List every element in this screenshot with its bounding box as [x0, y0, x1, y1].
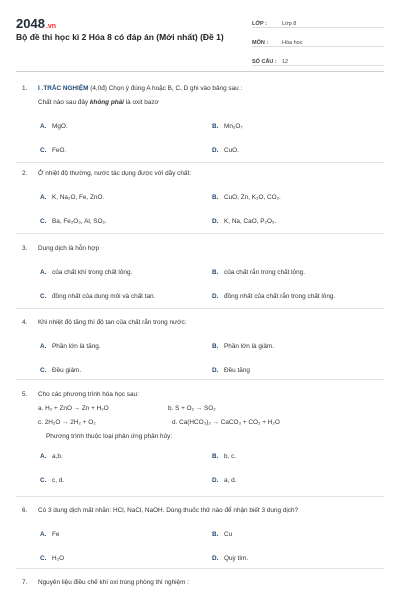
option-text: CuO.	[224, 147, 239, 154]
site-logo[interactable]	[16, 16, 56, 31]
option-text: K, Na₂O, Fe, ZnO.	[52, 194, 105, 201]
option-letter: D.	[212, 367, 219, 374]
question-text: Dung dịch là hỗn hợp	[38, 245, 100, 252]
option-c[interactable]	[40, 368, 81, 374]
question-number: 3.	[22, 245, 28, 252]
option-b[interactable]	[212, 195, 281, 201]
option-c[interactable]	[40, 556, 64, 562]
equation-c: c. 2H₂O → 2H₂ + O₂	[38, 419, 96, 426]
meta-value: Lớp 8	[282, 21, 297, 27]
option-letter: A.	[40, 123, 47, 130]
option-letter: B.	[212, 269, 219, 276]
option-c[interactable]	[40, 478, 64, 484]
question-subtext: Phương trình thuộc loại phản ứng phân hủy:	[46, 433, 173, 440]
option-letter: A.	[40, 453, 47, 460]
option-d[interactable]	[212, 556, 248, 562]
question-separator	[16, 379, 384, 380]
option-a[interactable]	[40, 454, 63, 460]
question-text: Nguyên liệu điều chế khí oxi trong phòng thí nghiệm :	[38, 579, 189, 586]
option-text: đồng nhất của dung môi và chất tan.	[52, 293, 156, 300]
meta-value: 12	[282, 59, 289, 65]
meta-class-row	[252, 14, 384, 28]
option-text: FeO.	[52, 147, 67, 154]
option-letter: D.	[212, 555, 219, 562]
question-text: Ở nhiệt độ thường, nước tác dụng được với dãy chất:	[38, 170, 192, 177]
option-a[interactable]	[40, 344, 101, 350]
subtext-pre: Chất nào sau đây	[38, 99, 90, 106]
question-heading: I .TRẮC NGHIỆM	[38, 85, 89, 92]
option-letter: A.	[40, 343, 47, 350]
option-letter: A.	[40, 531, 47, 538]
option-letter: D.	[212, 147, 219, 154]
option-text: của chất khí trong chất lỏng.	[52, 269, 133, 276]
meta-label: MÔN :	[252, 40, 269, 46]
option-b[interactable]	[212, 270, 305, 276]
option-text: của chất rắn trong chất lỏng.	[224, 269, 306, 276]
option-text: Phần lớn là tăng.	[52, 343, 101, 350]
option-text: đồng nhất của chất rắn trong chất lỏng.	[224, 293, 336, 300]
option-d[interactable]	[212, 148, 239, 154]
question-text	[38, 86, 242, 92]
option-b[interactable]	[212, 344, 274, 350]
question-number: 4.	[22, 319, 28, 326]
subtext-post: là oxit bazơ	[123, 99, 159, 106]
option-letter: B.	[212, 123, 219, 130]
question-subtext	[38, 100, 159, 106]
option-letter: A.	[40, 194, 47, 201]
equation-d: d. Ca(HCO₃)₂ → CaCO₃ + CO₂ + H₂O	[172, 419, 280, 426]
question-separator	[16, 162, 384, 163]
option-d[interactable]	[212, 294, 335, 300]
option-text: Đều tăng	[224, 367, 250, 374]
option-letter: A.	[40, 269, 47, 276]
question-number: 5.	[22, 391, 28, 398]
option-letter: C.	[40, 367, 47, 374]
logo-main: 2048	[16, 16, 45, 31]
page-header	[0, 0, 400, 64]
option-c[interactable]	[40, 148, 66, 154]
option-text: CuO, Zn, K₂O, CO₂.	[224, 194, 281, 201]
option-a[interactable]	[40, 195, 104, 201]
subtext-emphasis: không phải	[89, 99, 124, 106]
option-b[interactable]	[212, 454, 236, 460]
question-text: Có 3 dung dịch mất nhãn: HCl, NaCl, NaOH. Dùng thuốc thử nào để nhận biết 3 dung dịch?	[38, 507, 299, 514]
question-separator	[16, 496, 384, 497]
question-number: 6.	[22, 507, 28, 514]
equation-a: a. H₂ + ZnO → Zn + H₂O	[38, 405, 109, 412]
question-number: 7.	[22, 579, 28, 586]
option-letter: C.	[40, 147, 47, 154]
question-text: Khi nhiệt độ tăng thì độ tan của chất rắn trong nước:	[38, 319, 187, 326]
option-text: a,b.	[52, 453, 63, 460]
option-letter: C.	[40, 477, 47, 484]
option-text: Quỳ tím.	[224, 555, 249, 562]
option-letter: B.	[212, 343, 219, 350]
option-text: K, Na, CaO, P₂O₅.	[224, 218, 277, 225]
option-letter: C.	[40, 555, 47, 562]
option-letter: D.	[212, 293, 219, 300]
option-letter: B.	[212, 531, 219, 538]
document-title: Bộ đề thi học kì 2 Hóa 8 có đáp án (Mới nhất) (Đề 1)	[16, 32, 224, 42]
meta-value: Hóa học	[282, 40, 303, 46]
question-separator	[16, 308, 384, 309]
exam-meta	[252, 14, 384, 71]
question-separator	[16, 568, 384, 569]
option-text: Phần lớn là giảm.	[224, 343, 275, 350]
option-text: Ba, Fe₂O₃, Al, SO₂.	[52, 218, 107, 225]
option-text: a, d.	[224, 477, 237, 484]
option-text: Mn₂O₇	[224, 123, 243, 130]
option-c[interactable]	[40, 294, 155, 300]
equation-b: b. S + O₂ → SO₂	[168, 405, 216, 412]
question-text: Cho các phương trình hóa học sau:	[38, 391, 139, 398]
option-letter: B.	[212, 453, 219, 460]
option-letter: C.	[40, 218, 47, 225]
meta-label: SỐ CÂU :	[252, 59, 277, 65]
option-b[interactable]	[212, 124, 243, 130]
option-d[interactable]	[212, 478, 236, 484]
question-separator	[16, 233, 384, 234]
option-text: Fe	[52, 531, 60, 538]
meta-label: LỚP :	[252, 21, 267, 27]
option-letter: D.	[212, 218, 219, 225]
option-letter: D.	[212, 477, 219, 484]
option-a[interactable]	[40, 124, 68, 130]
option-d[interactable]	[212, 219, 276, 225]
option-c[interactable]	[40, 219, 107, 225]
option-a[interactable]	[40, 270, 132, 276]
question-text-rest: (4,0đ) Chọn ý đúng A hoặc B, C, D ghi vào bảng sau :	[88, 85, 243, 92]
option-d[interactable]	[212, 368, 250, 374]
header-divider	[16, 71, 384, 72]
option-a[interactable]	[40, 532, 59, 538]
option-letter: B.	[212, 194, 219, 201]
option-text: H₂O	[52, 555, 65, 562]
option-text: Cu	[224, 531, 233, 538]
question-number: 1.	[22, 85, 28, 92]
option-text: Đều giảm.	[52, 367, 82, 374]
option-b[interactable]	[212, 532, 232, 538]
logo-sub: .vn	[45, 23, 57, 30]
meta-subject-row	[252, 33, 384, 47]
option-text: b, c.	[224, 453, 237, 460]
question-number: 2.	[22, 170, 28, 177]
option-letter: C.	[40, 293, 47, 300]
meta-count-row	[252, 52, 384, 66]
option-text: MgO.	[52, 123, 68, 130]
option-text: c, d.	[52, 477, 65, 484]
